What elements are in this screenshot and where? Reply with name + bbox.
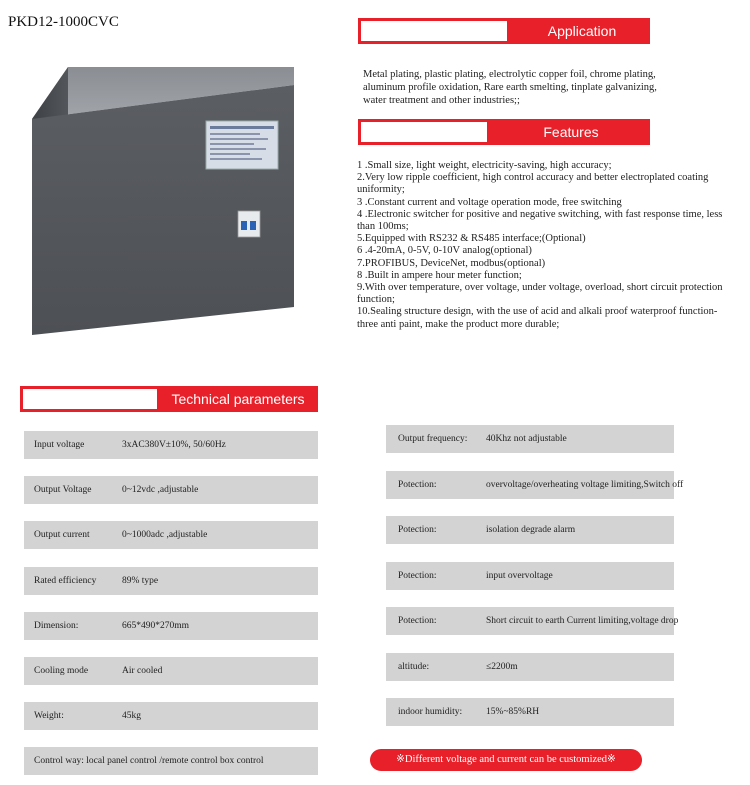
- parameter-row: [386, 562, 674, 590]
- parameter-label: Output frequency:: [398, 434, 468, 444]
- parameter-label: Control way: local panel control /remote control box control: [34, 756, 264, 767]
- parameter-row: [386, 698, 674, 726]
- parameter-value: 40Khz not adjustable: [486, 434, 567, 444]
- application-text: Metal plating, plastic plating, electrolytic copper foil, chrome plating, aluminum profile oxidation, Rare earth smelting, tinplate galvanizing, water treatment and other industries;;: [363, 69, 657, 106]
- parameter-label: Potection:: [398, 479, 437, 490]
- parameter-value: isolation degrade alarm: [486, 525, 576, 535]
- parameter-row: [24, 567, 318, 595]
- parameter-label: Output Voltage: [34, 485, 92, 496]
- parameter-label: Dimension:: [34, 620, 79, 631]
- parameter-row: [24, 747, 318, 775]
- parameter-row: [386, 425, 674, 453]
- parameter-label: Potection:: [398, 525, 437, 535]
- parameter-label: altitude:: [398, 661, 430, 672]
- parameter-row: [24, 657, 318, 685]
- power-supply-device-image: [32, 67, 294, 335]
- parameter-row: [24, 476, 318, 504]
- technical-header: [20, 386, 318, 412]
- feature-item: 1 .Small size, light weight, electricity-saving, high accuracy;: [357, 160, 612, 171]
- parameter-value: 3xAC380V±10%, 50/60Hz: [122, 440, 226, 450]
- parameter-label: Potection:: [398, 616, 437, 626]
- features-header: [358, 119, 650, 145]
- features-list: [357, 160, 737, 331]
- feature-item: 8 .Built in ampere hour meter function;: [357, 269, 522, 281]
- parameter-label: indoor humidity:: [398, 707, 463, 717]
- parameter-label: Input voltage: [34, 440, 85, 450]
- feature-item: 5.Equipped with RS232 & RS485 interface;(Optional): [357, 233, 586, 245]
- customization-note: ※Different voltage and current can be customized※: [370, 749, 642, 771]
- parameter-value: 45kg: [122, 711, 141, 722]
- parameter-row: [24, 521, 318, 549]
- parameter-value: 89% type: [122, 575, 159, 586]
- technical-title: Technical parameters: [171, 391, 305, 407]
- parameter-row: [24, 702, 318, 730]
- parameter-value: 0~12vdc ,adjustable: [122, 485, 199, 496]
- application-title: Application: [547, 23, 617, 39]
- parameter-value: 15%~85%RH: [486, 707, 540, 717]
- feature-item: 2.Very low ripple coefficient, high control accuracy and better electroplated coating uniformity;: [357, 172, 709, 196]
- parameter-row: [24, 431, 318, 459]
- parameter-row: [386, 607, 679, 635]
- parameter-value: ≤2200m: [486, 661, 518, 672]
- parameter-value: overvoltage/overheating voltage limiting,Switch off: [486, 479, 684, 490]
- parameter-value: 0~1000adc ,adjustable: [122, 530, 208, 541]
- parameter-label: Rated efficiency: [34, 575, 97, 586]
- parameter-row: [386, 516, 674, 544]
- product-model: PKD12-1000CVC: [8, 14, 119, 30]
- feature-item: 7.PROFIBUS, DeviceNet, modbus(optional): [357, 257, 546, 269]
- parameter-label: Cooling mode: [34, 666, 89, 676]
- feature-item: 9.With over temperature, over voltage, under voltage, overload, short circuit protection function;: [357, 282, 723, 306]
- application-header: [358, 18, 650, 44]
- parameter-value: Short circuit to earth Current limiting,voltage drop: [486, 616, 679, 626]
- parameter-label: Output current: [34, 530, 90, 541]
- parameter-row: [386, 653, 674, 681]
- parameter-label: Potection:: [398, 570, 437, 581]
- parameter-row: [386, 471, 684, 499]
- feature-item: 10.Sealing structure design, with the use of acid and alkali proof waterproof function- three anti paint, make the product more durable;: [357, 306, 718, 330]
- feature-item: 3 .Constant current and voltage operation mode, free switching: [357, 196, 622, 208]
- features-title: Features: [543, 124, 599, 140]
- parameter-value: 665*490*270mm: [122, 620, 190, 631]
- parameter-value: input overvoltage: [486, 570, 553, 581]
- feature-item: 6 .4-20mA, 0-5V, 0-10V analog(optional): [357, 245, 532, 257]
- parameter-label: Weight:: [34, 711, 64, 722]
- parameter-row: [24, 612, 318, 640]
- feature-item: 4 .Electronic switcher for positive and negative switching, with fast response time, less than 100ms;: [357, 208, 723, 233]
- parameter-value: Air cooled: [122, 666, 163, 676]
